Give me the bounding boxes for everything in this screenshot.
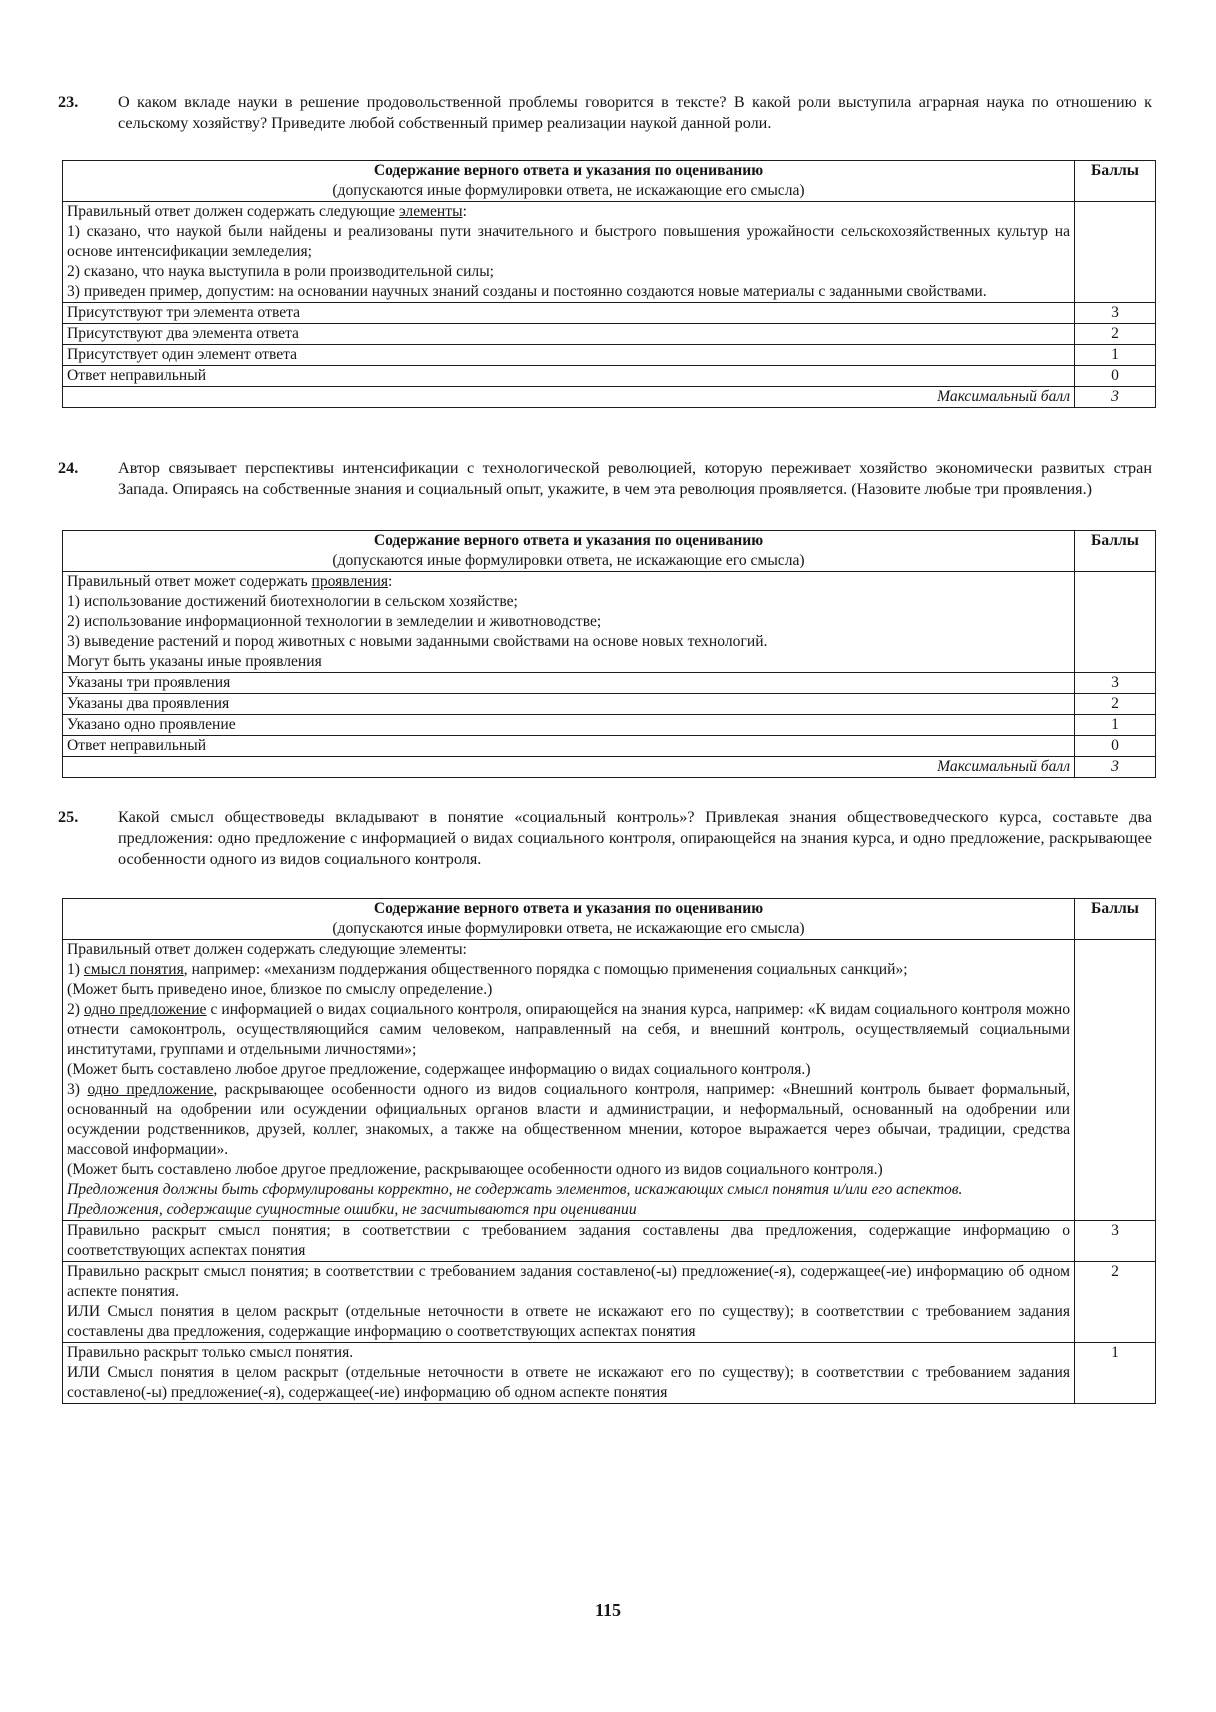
score-label bbox=[63, 1262, 1075, 1343]
score-row bbox=[63, 694, 1156, 715]
table-header-cell bbox=[63, 161, 1075, 202]
points-header: Баллы bbox=[1075, 531, 1156, 572]
max-score-row bbox=[63, 387, 1156, 408]
answer-content-row bbox=[63, 940, 1156, 1221]
score-points: 0 bbox=[1075, 736, 1156, 757]
score-label: Присутствует один элемент ответа bbox=[63, 345, 1075, 366]
score-points: 2 bbox=[1075, 324, 1156, 345]
page-number: 115 bbox=[594, 1600, 621, 1620]
answer-note: (Может быть приведено иное, близкое по смыслу определение.) bbox=[67, 981, 493, 998]
score-alt-text: ИЛИ Смысл понятия в целом раскрыт (отдельные неточности в ответе не искажают его по существу); в соответствии с требованием задания составлены два предложения, содержащие информацию о соответствующих аспектах понятия bbox=[67, 1303, 1070, 1340]
score-label: Указано одно проявление bbox=[63, 715, 1075, 736]
answer-element-3 bbox=[67, 1080, 1070, 1160]
score-points: 3 bbox=[1075, 303, 1156, 324]
score-points: 1 bbox=[1075, 715, 1156, 736]
answer-intro bbox=[67, 572, 1070, 592]
max-score-row bbox=[63, 757, 1156, 778]
answer-table-25 bbox=[62, 898, 1156, 1404]
question-number: 24. bbox=[58, 459, 79, 477]
question-text: О каком вкладе науки в решение продовольственной проблемы говорится в тексте? В какой роли выступила аграрная наука по отношению к сельскому хозяйству? Приведите любой собственный пример реализации наукой данной роли. bbox=[118, 93, 1152, 132]
element-underlined: одно предложение bbox=[87, 1081, 214, 1098]
points-header: Баллы bbox=[1075, 899, 1156, 940]
score-text: Правильно раскрыт смысл понятия; в соответствии с требованием задания составлено(-ы) предложение(-я), содержащее(-ие) информацию об одном аспекте понятия. bbox=[67, 1263, 1070, 1300]
answer-content bbox=[63, 572, 1075, 673]
score-row bbox=[63, 1262, 1156, 1343]
score-points: 1 bbox=[1075, 345, 1156, 366]
intro-underlined: проявления bbox=[311, 573, 389, 590]
question-23 bbox=[58, 92, 1152, 134]
element-text: с информацией о видах социального контроля, опирающейся на знания курса, например: «К видам социального контроля можно отнести самоконтроль, осуществляющийся самим человеком, направленный на себя, и внешний контроль, осуществляемый социальными институтами, группами и отдельными личностями»; bbox=[67, 1001, 1071, 1058]
question-25 bbox=[58, 807, 1152, 870]
score-label: Присутствуют три элемента ответа bbox=[63, 303, 1075, 324]
table-header-row bbox=[63, 899, 1156, 940]
answer-element: Могут быть указаны иные проявления bbox=[67, 653, 322, 670]
max-score-value: 3 bbox=[1075, 757, 1156, 778]
answer-element: 3) выведение растений и пород животных с новыми заданными свойствами на основе новых технологий. bbox=[67, 633, 768, 650]
score-points: 3 bbox=[1075, 673, 1156, 694]
max-score-value: 3 bbox=[1075, 387, 1156, 408]
answer-note: (Может быть составлено любое другое предложение, раскрывающее особенности одного из видов социального контроля.) bbox=[67, 1161, 883, 1178]
points-cell-empty bbox=[1075, 572, 1156, 673]
score-row bbox=[63, 1343, 1156, 1404]
score-row bbox=[63, 345, 1156, 366]
score-row bbox=[63, 673, 1156, 694]
italic-instruction: Предложения, содержащие сущностные ошибки, не засчитываются при оценивании bbox=[67, 1201, 637, 1218]
question-text: Какой смысл обществоведы вкладывают в понятие «социальный контроль»? Привлекая знания обществоведческого курса, составьте два предложения: одно предложение с информацией о видах социального контроля, опирающейся на знания курса, и одно предложение, раскрывающее особенности одного из видов социального контроля. bbox=[118, 808, 1152, 868]
score-label: Присутствуют два элемента ответа bbox=[63, 324, 1075, 345]
score-alt-text: ИЛИ Смысл понятия в целом раскрыт (отдельные неточности в ответе не искажают его по существу); в соответствии с требованием задания составлено(-ы) предложение(-я), содержащее(-ие) информацию об одном аспекте понятия bbox=[67, 1364, 1070, 1401]
score-label: Правильно раскрыт смысл понятия; в соответствии с требованием задания составлены два предложения, содержащие информацию о соответствующих аспектах понятия bbox=[63, 1221, 1075, 1262]
intro-underlined: элементы bbox=[399, 203, 463, 220]
element-prefix: 2) bbox=[67, 1001, 84, 1018]
score-row bbox=[63, 715, 1156, 736]
score-text: Правильно раскрыт только смысл понятия. bbox=[67, 1344, 354, 1361]
answer-intro bbox=[67, 202, 1070, 222]
element-text: , раскрывающее особенности одного из видов социального контроля, например: «Внешний контроль бывает формальный, основанный на одобрении или осуждении официальных органов власти и администрации, и неформальный, основанный на одобрении или осуждении родственников, друзей, коллег, знакомых, а также на общественном мнении, которое выражается через обычаи, традиции, средства массовой информации». bbox=[67, 1081, 1071, 1158]
table-header-title: Содержание верного ответа и указания по оцениванию bbox=[373, 162, 764, 179]
score-label: Ответ неправильный bbox=[63, 366, 1075, 387]
score-label: Указаны три проявления bbox=[63, 673, 1075, 694]
table-header-subtitle: (допускаются иные формулировки ответа, не искажающие его смысла) bbox=[332, 920, 805, 937]
answer-content bbox=[63, 940, 1075, 1221]
score-label: Указаны два проявления bbox=[63, 694, 1075, 715]
max-score-label: Максимальный балл bbox=[63, 387, 1075, 408]
question-number: 25. bbox=[58, 808, 79, 826]
table-header-subtitle: (допускаются иные формулировки ответа, не искажающие его смысла) bbox=[332, 182, 805, 199]
answer-content-row bbox=[63, 202, 1156, 303]
answer-table-23 bbox=[62, 160, 1156, 408]
question-text: Автор связывает перспективы интенсификации с технологической революцией, которую переживает хозяйство экономически развитых стран Запада. Опираясь на собственные знания и социальный опыт, укажите, в чем эта революция проявляется. (Назовите любые три проявления.) bbox=[118, 459, 1152, 498]
table-header-subtitle: (допускаются иные формулировки ответа, не искажающие его смысла) bbox=[332, 552, 805, 569]
answer-element: 3) приведен пример, допустим: на основании научных знаний созданы и постоянно создаются новые материалы с заданными свойствами. bbox=[67, 283, 987, 300]
answer-table-24 bbox=[62, 530, 1156, 778]
answer-element-2 bbox=[67, 1000, 1070, 1060]
score-label: Ответ неправильный bbox=[63, 736, 1075, 757]
intro-suffix: : bbox=[462, 203, 467, 220]
intro-suffix: : bbox=[388, 573, 393, 590]
element-text: , например: «механизм поддержания общественного порядка с помощью применения социальных санкций»; bbox=[183, 961, 908, 978]
score-row bbox=[63, 1221, 1156, 1262]
element-underlined: смысл понятия bbox=[83, 961, 184, 978]
table-header-title: Содержание верного ответа и указания по оцениванию bbox=[373, 532, 764, 549]
score-points: 2 bbox=[1075, 694, 1156, 715]
score-points: 0 bbox=[1075, 366, 1156, 387]
points-header: Баллы bbox=[1075, 161, 1156, 202]
intro-prefix: Правильный ответ может содержать bbox=[67, 573, 312, 590]
intro-prefix: Правильный ответ должен содержать следующие bbox=[67, 203, 400, 220]
answer-content-row bbox=[63, 572, 1156, 673]
score-row bbox=[63, 324, 1156, 345]
score-points: 3 bbox=[1075, 1221, 1156, 1262]
score-points: 1 bbox=[1075, 1343, 1156, 1404]
table-header-row bbox=[63, 161, 1156, 202]
score-row bbox=[63, 736, 1156, 757]
score-points: 2 bbox=[1075, 1262, 1156, 1343]
max-score-label: Максимальный балл bbox=[63, 757, 1075, 778]
table-header-cell bbox=[63, 531, 1075, 572]
table-header-cell bbox=[63, 899, 1075, 940]
element-prefix: 3) bbox=[67, 1081, 88, 1098]
answer-content bbox=[63, 202, 1075, 303]
answer-element: 2) использование информационной технологии в земледелии и животноводстве; bbox=[67, 613, 602, 630]
table-header-row bbox=[63, 531, 1156, 572]
score-label bbox=[63, 1343, 1075, 1404]
italic-instruction: Предложения должны быть сформулированы корректно, не содержать элементов, искажающих смысл понятия и/или его аспектов. bbox=[67, 1181, 963, 1198]
question-24 bbox=[58, 458, 1152, 500]
answer-element: 2) сказано, что наука выступила в роли производительной силы; bbox=[67, 263, 494, 280]
answer-intro: Правильный ответ должен содержать следующие элементы: bbox=[67, 941, 467, 958]
answer-element: 1) использование достижений биотехнологии в сельском хозяйстве; bbox=[67, 593, 518, 610]
answer-element: 1) сказано, что наукой были найдены и реализованы пути значительного и быстрого повышения урожайности сельскохозяйственных культур на основе интенсификации земледелия; bbox=[67, 223, 1070, 260]
element-prefix: 1) bbox=[67, 961, 84, 978]
question-number: 23. bbox=[58, 93, 79, 111]
answer-note: (Может быть составлено любое другое предложение, содержащее информацию о видах социального контроля.) bbox=[67, 1061, 811, 1078]
score-row bbox=[63, 303, 1156, 324]
table-header-title: Содержание верного ответа и указания по оцениванию bbox=[373, 900, 764, 917]
answer-element-1 bbox=[67, 960, 1070, 980]
element-underlined: одно предложение bbox=[83, 1001, 207, 1018]
points-cell-empty bbox=[1075, 202, 1156, 303]
points-cell-empty bbox=[1075, 940, 1156, 1221]
score-row bbox=[63, 366, 1156, 387]
